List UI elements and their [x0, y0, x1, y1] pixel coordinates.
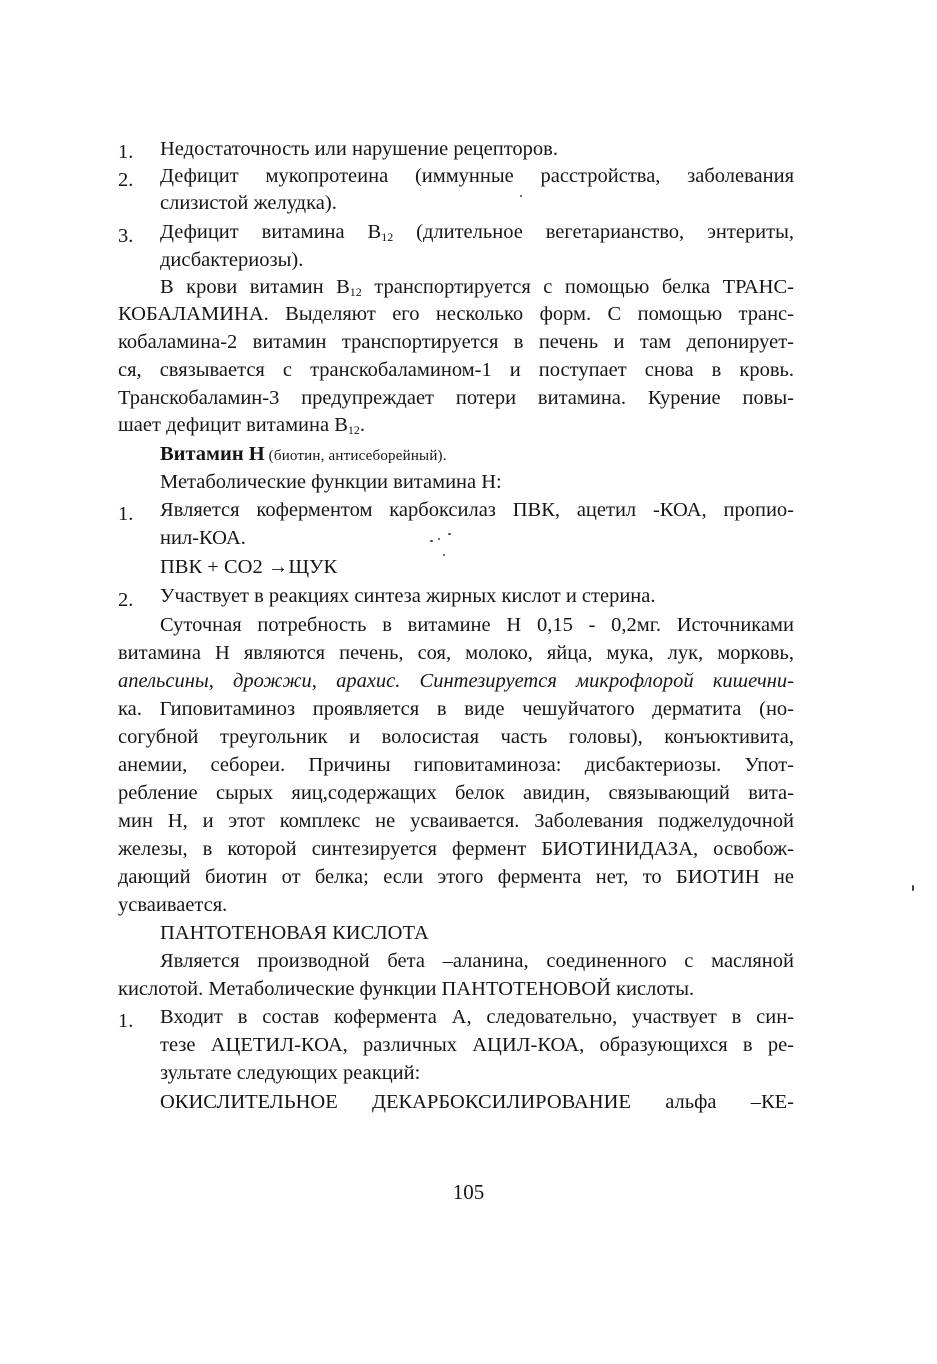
paragraph-line: витамина Н являются печень, соя, молоко, яйца, мука, лук, морковь, [118, 642, 794, 664]
list-number: 1. [118, 141, 134, 163]
paragraph-line: анемии, себореи. Причины гиповитаминоза: дисбактериозы. Упот- [118, 754, 794, 776]
scan-speck [912, 885, 914, 891]
function-1-line-1: Является коферментом карбоксилаз ПВК, ацетил -КОА, пропио- [160, 499, 794, 521]
list-item-3-line-1: Дефицит витамина $В_{12}$ (длительное вегетарианство, энтериты, [160, 221, 794, 244]
list-number: 1. [118, 503, 134, 525]
paragraph-line: Транскобаламин-3 предупреждает потери витамина. Курение повы- [118, 387, 794, 409]
paragraph-line: Суточная потребность в витамине Н 0,15 - 0,2мг. Источниками [160, 614, 794, 636]
paragraph-line: КОБАЛАМИНА. Выделяют его несколько форм. С помощью транс- [118, 303, 794, 325]
paragraph-line: дающий биотин от белка; если этого фермента нет, то БИОТИН не [118, 866, 794, 888]
paragraph-line: согубной треугольник и волосистая часть головы), конъюктивита, [118, 726, 794, 748]
paragraph-line: апельсины, дрожжи, арахис. Синтезируется микрофлорой кишечни- [118, 670, 794, 692]
paragraph-line: мин Н, и этот комплекс не усваивается. Заболевания поджелудочной [118, 810, 794, 832]
paragraph-line: кобаламина-2 витамин транспортируется в печень и там депонирует- [118, 331, 794, 353]
list-item-2-line-1: Дефицит мукопротеина (иммунные расстройства, заболевания [160, 165, 794, 187]
list-item-3-line-2: дисбактериозы). [160, 249, 304, 271]
function-1-line-3: зультате следующих реакций: [160, 1062, 421, 1084]
function-1-line-1: Входит в состав кофермента А, следовательно, участвует в син- [160, 1006, 794, 1028]
scan-speck [443, 554, 445, 556]
reaction-equation: ПВК + СО2 →ЩУК [160, 556, 338, 578]
scan-speck [438, 538, 440, 540]
paragraph-line: шает дефицит витамина $В_{12}$. [118, 414, 366, 437]
list-item-2-line-2: слизистой желудка). [160, 192, 337, 214]
paragraph-line: усваивается. [118, 894, 228, 916]
list-item-1: Недостаточность или нарушение рецепторов. [160, 138, 558, 160]
function-2: Участвует в реакциях синтеза жирных кислот и стерина. [160, 585, 656, 607]
paragraph-line: В крови витамин $В_{12}$ транспортируется с помощью белка ТРАНС- [160, 276, 794, 299]
paragraph-line: Является производной бета –аланина, соединенного с масляной [160, 950, 794, 972]
paragraph-line: железы, в которой синтезируется фермент БИОТИНИДАЗА, освобож- [118, 838, 794, 860]
list-number: 2. [118, 589, 134, 611]
page-number: 105 [452, 1180, 485, 1204]
paragraph-line: ка. Гиповитаминоз проявляется в виде чешуйчатого дерматита (но- [118, 698, 794, 720]
list-number: 2. [118, 169, 134, 191]
scan-speck [520, 195, 522, 197]
vitamin-h-heading: Витамин Н (биотин, антисеборейный). [160, 443, 447, 465]
function-1-line-2: тезе АЦЕТИЛ-КОА, различных АЦИЛ-КОА, образующихся в ре- [160, 1034, 794, 1056]
function-1-line-4: ОКИСЛИТЕЛЬНОЕ ДЕКАРБОКСИЛИРОВАНИЕ альфа –КЕ- [160, 1091, 794, 1113]
paragraph-line: ся, связывается с транскобаламином-1 и поступает снова в кровь. [118, 359, 794, 381]
vitamin-h-intro: Метаболические функции витамина Н: [160, 471, 502, 493]
scan-speck [448, 533, 451, 535]
paragraph-line: кислотой. Метаболические функции ПАНТОТЕНОВОЙ кислоты. [118, 978, 695, 1000]
list-number: 1. [118, 1010, 134, 1032]
list-number: 3. [118, 225, 134, 247]
section-heading: ПАНТОТЕНОВАЯ КИСЛОТА [160, 922, 429, 944]
scan-speck [430, 540, 433, 542]
paragraph-line: ребление сырых яиц,содержащих белок авидин, связывающий вита- [118, 782, 794, 804]
function-1-line-2: нил-КОА. [160, 527, 246, 549]
